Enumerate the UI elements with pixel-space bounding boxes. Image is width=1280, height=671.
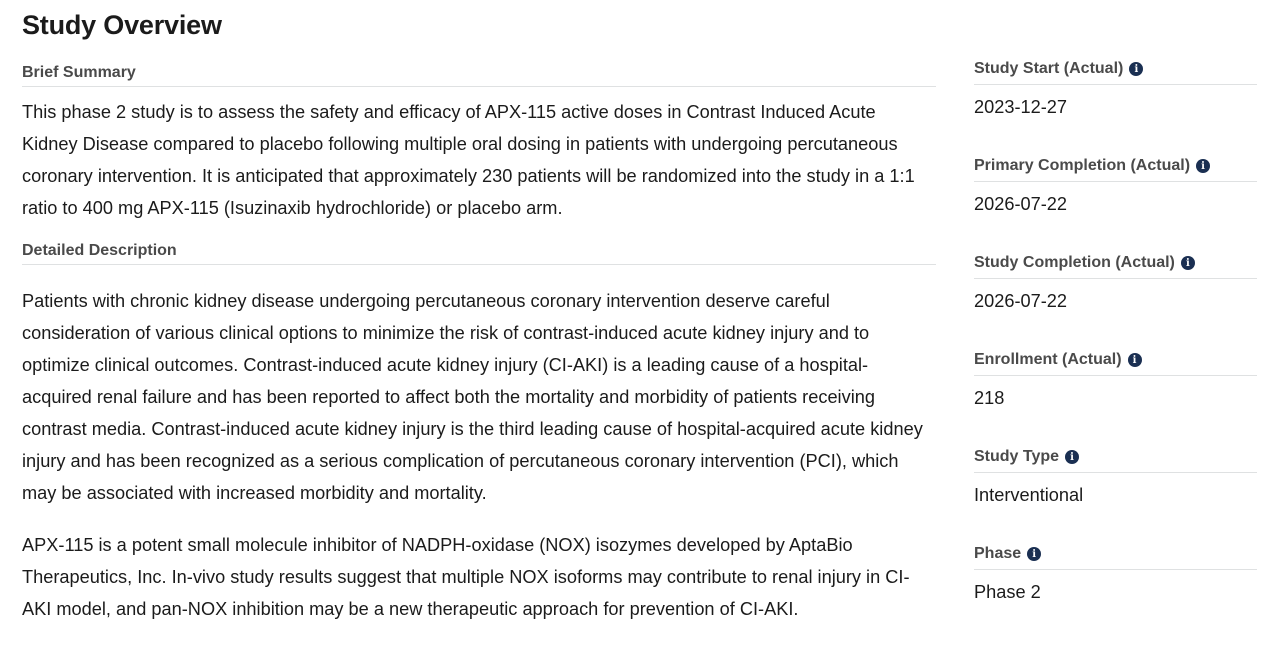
primary-completion-value: 2026-07-22 xyxy=(974,194,1068,214)
enrollment-value: 218 xyxy=(974,388,1005,408)
info-icon[interactable]: i xyxy=(1181,256,1195,270)
detailed-description-paragraph: Patients with chronic kidney disease undergoing percutaneous coronary intervention deserve careful consideration of various clinical options to minimize the risk of contrast-induced acute kidney injury and to optimize clinical outcomes. Contrast-induced acute kidney injury (CI-AKI) is a leading cause of a hospital-acquired renal failure and has been reported to affect both the mortality and morbidity of patients receiving contrast media. Contrast-induced acute kidney injury is the third leading cause of hospital-acquired acute kidney injury and has been recognized as a serious complication of percutaneous coronary intervention (PCI), which may be associated with increased morbidity and mortality. xyxy=(22,291,923,503)
enrollment-item xyxy=(974,351,1257,448)
primary-completion-label-text: Primary Completion (Actual) xyxy=(974,157,1191,174)
study-type-label-text: Study Type xyxy=(974,448,1060,465)
info-icon[interactable]: i xyxy=(1196,159,1210,173)
phase-value: Phase 2 xyxy=(974,582,1041,602)
study-completion-label xyxy=(974,254,1257,279)
study-completion-item xyxy=(974,254,1257,351)
study-completion-value: 2026-07-22 xyxy=(974,291,1068,311)
phase-label xyxy=(974,545,1257,570)
brief-summary-heading: Brief Summary xyxy=(22,64,936,87)
detailed-description-heading: Detailed Description xyxy=(22,242,936,265)
info-icon[interactable]: i xyxy=(1027,547,1041,561)
info-icon[interactable]: i xyxy=(1129,62,1143,76)
study-start-label-text: Study Start (Actual) xyxy=(974,60,1124,77)
detailed-description-paragraph: APX-115 is a potent small molecule inhibitor of NADPH-oxidase (NOX) isozymes developed by AptaBio Therapeutics, Inc. In-vivo study results suggest that multiple NOX isoforms may contribute to renal injury in CI-AKI model, and pan-NOX inhibition may be a new therapeutic approach for prevention of CI-AKI. xyxy=(22,535,910,619)
study-completion-label-text: Study Completion (Actual) xyxy=(974,254,1175,271)
enrollment-label xyxy=(974,351,1257,376)
study-type-value: Interventional xyxy=(974,485,1084,505)
primary-completion-item xyxy=(974,157,1257,254)
study-start-item xyxy=(974,60,1257,157)
study-start-label xyxy=(974,60,1257,85)
page-title: Study Overview xyxy=(22,10,222,40)
detailed-description-section xyxy=(22,242,936,625)
study-type-label xyxy=(974,448,1257,473)
study-start-value: 2023-12-27 xyxy=(974,97,1068,117)
study-type-item xyxy=(974,448,1257,545)
phase-label-text: Phase xyxy=(974,545,1022,562)
brief-summary-text: This phase 2 study is to assess the safety and efficacy of APX-115 active doses in Contrast Induced Acute Kidney Disease compared to placebo following multiple oral dosing in patients with undergoing percutaneous coronary intervention. It is anticipated that approximately 230 patients will be randomized into the study in a 1:1 ratio to 400 mg APX-115 (Isuzinaxib hydrochloride) or placebo arm. xyxy=(22,102,915,218)
phase-item xyxy=(974,545,1257,642)
main-content xyxy=(22,64,936,625)
brief-summary-section xyxy=(22,64,936,224)
enrollment-label-text: Enrollment (Actual) xyxy=(974,351,1122,368)
info-icon[interactable]: i xyxy=(1128,353,1142,367)
study-facts-sidebar xyxy=(974,60,1257,642)
primary-completion-label xyxy=(974,157,1257,182)
info-icon[interactable]: i xyxy=(1065,450,1079,464)
